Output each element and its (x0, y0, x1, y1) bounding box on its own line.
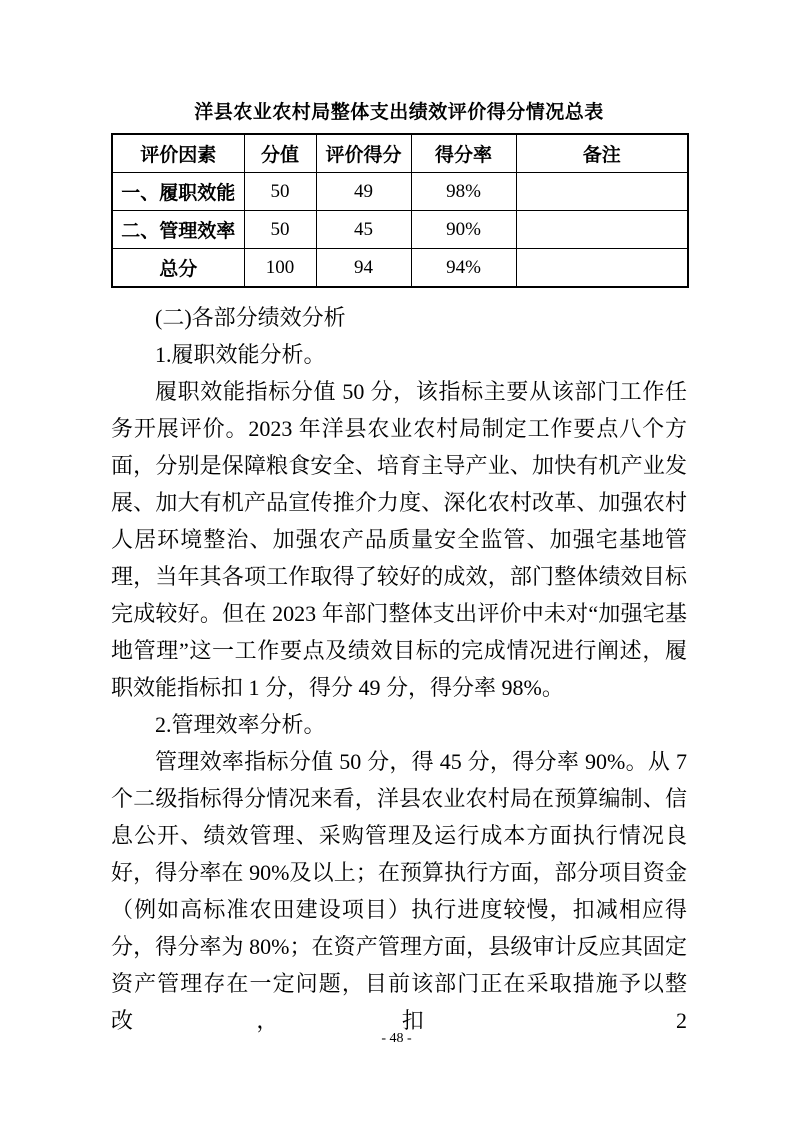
table-title: 洋县农业农村局整体支出绩效评价得分情况总表 (194, 102, 604, 123)
header-evaluation-score: 评价得分 (316, 134, 411, 173)
cell-score: 49 (316, 173, 411, 211)
header-score-value: 分值 (244, 134, 316, 173)
header-remark: 备注 (516, 134, 688, 173)
cell-factor: 一、履职效能 (112, 173, 244, 211)
page-content (111, 0, 687, 1039)
cell-remark (516, 173, 688, 211)
score-summary-table (111, 133, 689, 288)
cell-rate: 94% (411, 249, 516, 288)
cell-value: 100 (244, 249, 316, 288)
cell-score: 45 (316, 211, 411, 249)
body-text (111, 299, 687, 1039)
sub-heading-1: 1.履职效能分析。 (155, 342, 326, 367)
cell-remark (516, 249, 688, 288)
cell-value: 50 (244, 173, 316, 211)
table-row (112, 211, 688, 249)
table-row-total (112, 249, 688, 288)
paragraph-2: 管理效率指标分值 50 分，得 45 分，得分率 90%。从 7 个二级指标得分情况来看，洋县农业农村局在预算编制、信息公开、绩效管理、采购管理及运行成本方面执行情况良好，得分率在 90%及以上；在预算执行方面，部分项目资金（例如高标准农田建设项目）执行进度较慢，扣减相应得分，得分率为 80%；在资产管理方面，县级审计反应其固定资产管理存在一定问题，目前该部门正在采取措施予以整改，扣 2 (111, 749, 687, 1033)
cell-factor: 总分 (112, 249, 244, 288)
cell-value: 50 (244, 211, 316, 249)
cell-rate: 98% (411, 173, 516, 211)
cell-rate: 90% (411, 211, 516, 249)
table-row (112, 173, 688, 211)
page-number: - 48 - (381, 1031, 412, 1046)
paragraph-1: 履职效能指标分值 50 分，该指标主要从该部门工作任务开展评价。2023 年洋县农业农村局制定工作要点八个方面，分别是保障粮食安全、培育主导产业、加快有机产业发展、加大有机产品宣传推介力度、深化农村改革、加强农村人居环境整治、加强农产品质量安全监管、加强宅基地管理，当年其各项工作取得了较好的成效，部门整体绩效目标完成较好。但在 2023 年部门整体支出评价中未对“加强宅基地管理”这一工作要点及绩效目标的完成情况进行阐述，履职效能指标扣 1 分，得分 49 分，得分率 98%。 (111, 379, 687, 700)
table-header-row (112, 134, 688, 173)
header-score-rate: 得分率 (411, 134, 516, 173)
cell-factor: 二、管理效率 (112, 211, 244, 249)
header-evaluation-factor: 评价因素 (112, 134, 244, 173)
sub-heading-2: 2.管理效率分析。 (155, 712, 326, 737)
section-heading: (二)各部分绩效分析 (155, 305, 346, 330)
cell-score: 94 (316, 249, 411, 288)
cell-remark (516, 211, 688, 249)
